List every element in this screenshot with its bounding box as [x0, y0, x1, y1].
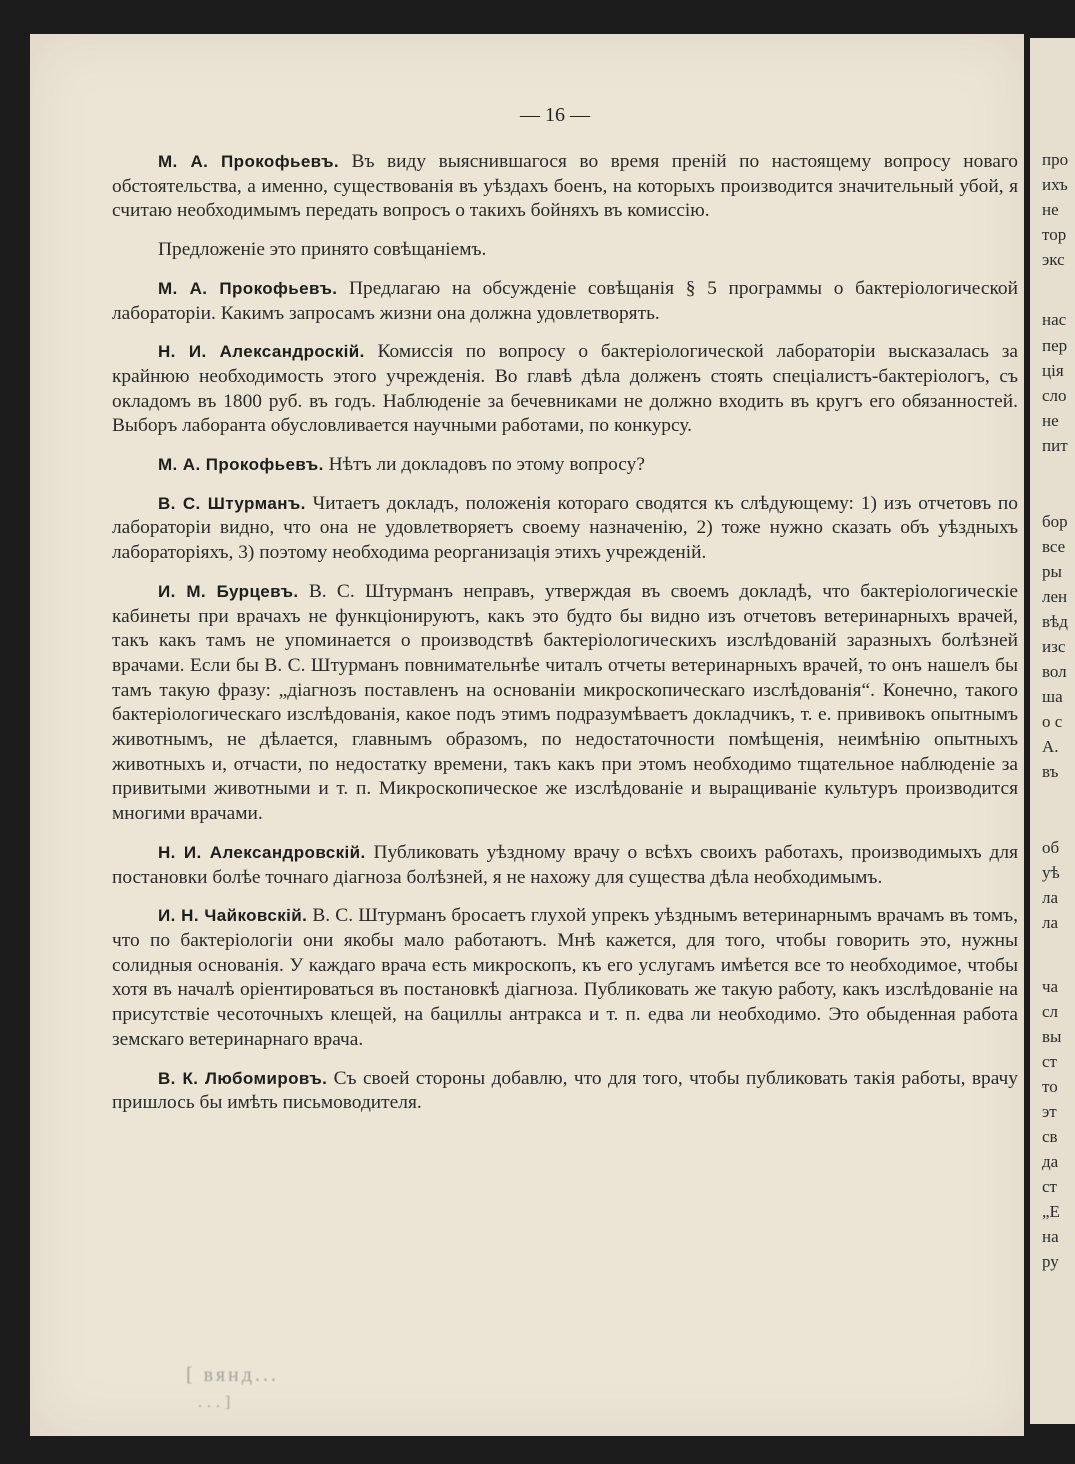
adjacent-page-edge	[1030, 38, 1075, 1424]
speaker-name: Н. И. Александроскій.	[158, 342, 365, 362]
paragraph-text: Съ своей стороны добавлю, что для того, чтобы публиковать такія работы, врачу пришлось бы имѣть письмоводителя.	[112, 1067, 1018, 1114]
adjacent-page-fragment: экс	[1042, 250, 1065, 269]
paragraph	[112, 340, 1018, 439]
speaker-name: М. А. Прокофьевъ.	[158, 152, 340, 171]
adjacent-page-fragment: ція	[1042, 361, 1064, 380]
adjacent-page-fragment: ст	[1042, 1052, 1057, 1071]
adjacent-page-fragment: о с	[1042, 712, 1063, 731]
paragraph	[112, 277, 1018, 326]
paragraph	[112, 1067, 1018, 1116]
paragraph	[112, 904, 1018, 1052]
adjacent-page-fragment: ру	[1042, 1252, 1059, 1271]
adjacent-page-fragment: об	[1042, 838, 1060, 857]
adjacent-page-fragment: сл	[1042, 1002, 1059, 1021]
stamp-line: ...]	[198, 1394, 236, 1411]
stamp-line: [ вянд...	[186, 1364, 279, 1386]
adjacent-page-fragment: ихъ	[1042, 175, 1068, 194]
adjacent-page-fragment: лен	[1042, 587, 1068, 606]
paragraph-text: Читаетъ докладъ, положенія котораго сводятся къ слѣдующему: 1) изъ отчетовъ по лабораторіи видно, что она не удовлетворяетъ своему назначенію, 2) тоже нужно сказать объ уѣздныхъ лабораторіяхъ, 3) поэтому необходима реорганизація этихъ учрежденій.	[112, 492, 1018, 564]
adjacent-page-fragment: вы	[1042, 1027, 1062, 1046]
adjacent-page-fragment: изс	[1042, 637, 1066, 656]
paragraph	[112, 492, 1018, 566]
adjacent-page-fragment: ры	[1042, 562, 1062, 581]
speaker-name: Н. И. Александровскій.	[158, 842, 366, 862]
paragraph-text: Комиссія по вопросу о бактеріологической лабораторіи высказалась за крайнюю необходимость этого учрежденія. Во главѣ дѣла долженъ стоять спеціалистъ-бактеріологъ, съ окладомъ въ 1800 руб. въ годъ. Наблюденіе за бечевниками не должно входить въ кругъ его обязанностей. Выборъ лаборанта обусловливается научными работами, по конкурсу.	[112, 341, 1018, 437]
paragraph-text: В. С. Штурманъ бросаетъ глухой упрекъ уѣзднымъ ветеринарнымъ врачамъ въ томъ, что по бактеріологіи они якобы мало работаютъ. Мнѣ кажется, для того, чтобы говорить это, нужны солидныя основанія. У каждаго врача есть микроскопъ, къ его услугамъ имѣется все то необходимое, чтобы хотя въ началѣ оріентироваться въ постановкѣ діагноза. Публиковать же такую работу, какъ изслѣдованіе на присутствіе чесоточныхъ клещей, на бациллы антракса и т. п. едва ли необходимо. Это обыденная работа земскаго ветеринарнаго врача.	[112, 905, 1018, 1050]
adjacent-page-fragment: вѣд	[1042, 612, 1068, 631]
speaker-name: В. С. Штурманъ.	[158, 493, 306, 513]
paragraph-text: Нѣтъ ли докладовъ по этому вопросу?	[323, 454, 645, 476]
adjacent-page-fragment: сло	[1042, 386, 1067, 405]
adjacent-page-fragment: не	[1042, 200, 1059, 219]
paragraph	[112, 150, 1018, 224]
adjacent-page-fragment: А.	[1042, 737, 1059, 756]
speaker-name: М. А. Прокофьевъ.	[158, 455, 324, 475]
adjacent-page-fragment: въ	[1042, 762, 1059, 781]
adjacent-page-fragment: эт	[1042, 1102, 1057, 1121]
adjacent-page-fragment: св	[1042, 1127, 1058, 1146]
paragraph-text: Публиковать уѣздному врачу о всѣхъ своихъ работахъ, производимыхъ для постановки болѣе точнаго діагноза болѣзней, я не нахожу для существа дѣла необходимымъ.	[112, 841, 1018, 888]
speaker-name: М. А. Прокофьевъ.	[158, 278, 338, 298]
adjacent-page-fragment: ст	[1042, 1177, 1057, 1196]
adjacent-page-fragment: „Е	[1042, 1202, 1060, 1221]
speaker-name: В. К. Любомировъ.	[158, 1068, 328, 1088]
adjacent-page-fragment: да	[1042, 1152, 1059, 1171]
paragraph-text: В. С. Штурманъ неправъ, утверждая въ своемъ докладѣ, что бактеріологическіе кабинеты при врачахъ не функціонируютъ, какъ это будто бы видно изъ отчетовъ ветеринарныхъ врачей, такъ какъ тамъ не упоминается о производствѣ бактеріологическихъ изслѣдованій заразныхъ болѣзней врачами. Если бы В. С. Штурманъ повнимательнѣе читалъ отчеты ветеринарныхъ врачей, то онъ нашелъ бы тамъ такую фразу: „діагнозъ поставленъ на основаніи микроскопическаго изслѣдованія“. Конечно, такого бактеріологическаго изслѣдованія, какое подъ этимъ подразумѣваетъ докладчикъ, т. е. прививокъ опытнымъ животнымъ, не дѣлается, главнымъ образомъ, по недостаточности помѣщенія, неимѣнію опытныхъ животныхъ и, отчасти, по недостатку времени, такъ какъ при этомъ необходимо тщательное наблюденіе за привитыми животными и т. п. Микроскопическое же изслѣдованіе и выращиваніе культуръ производится многими врачами.	[112, 580, 1019, 825]
adjacent-page-fragment: ша	[1042, 687, 1063, 706]
adjacent-page-fragment: нас	[1042, 310, 1067, 329]
speaker-name: И. М. Бурцевъ.	[158, 581, 299, 601]
faded-stamp	[180, 1356, 430, 1428]
adjacent-page-fragment: не	[1042, 411, 1059, 430]
paragraph-text: Предложеніе это принято совѣщаніемъ.	[158, 239, 487, 261]
paragraph-text: Предлагаю на обсужденіе совѣщанія § 5 программы о бактеріологической лабораторіи. Какимъ запросамъ жизни она должна удовлетворять.	[112, 277, 1018, 324]
adjacent-page-fragment: все	[1042, 537, 1066, 556]
adjacent-page-fragment: ла	[1042, 888, 1059, 907]
paragraph	[112, 238, 1018, 263]
adjacent-page-fragment: то	[1042, 1077, 1058, 1096]
adjacent-page-fragment: про	[1042, 150, 1069, 169]
body-text	[112, 150, 1018, 1130]
adjacent-page-fragment: ла	[1042, 913, 1059, 932]
adjacent-page-fragment: уѣ	[1042, 863, 1060, 882]
adjacent-page-fragment: бор	[1042, 512, 1068, 531]
adjacent-page-fragment: ча	[1042, 977, 1059, 996]
paragraph	[112, 453, 1018, 478]
speaker-name: И. Н. Чайковскій.	[158, 906, 308, 926]
adjacent-page-fragment: пер	[1042, 336, 1068, 355]
adjacent-page-fragment: тор	[1042, 225, 1067, 244]
adjacent-page-fragment: на	[1042, 1227, 1059, 1246]
paragraph	[112, 580, 1018, 827]
paragraph-text: Въ виду выяснившагося во время преній по настоящему вопросу новаго обстоятельства, а именно, существованія въ уѣздахъ боенъ, на которыхъ производится значительный убой, я считаю необходимымъ передать вопросъ о такихъ бойняхъ въ комиссію.	[112, 151, 1019, 222]
paragraph	[112, 841, 1018, 890]
adjacent-page-fragment: пит	[1042, 436, 1068, 455]
page-number: — 16 —	[520, 104, 590, 126]
adjacent-page-fragment: вол	[1042, 662, 1067, 681]
